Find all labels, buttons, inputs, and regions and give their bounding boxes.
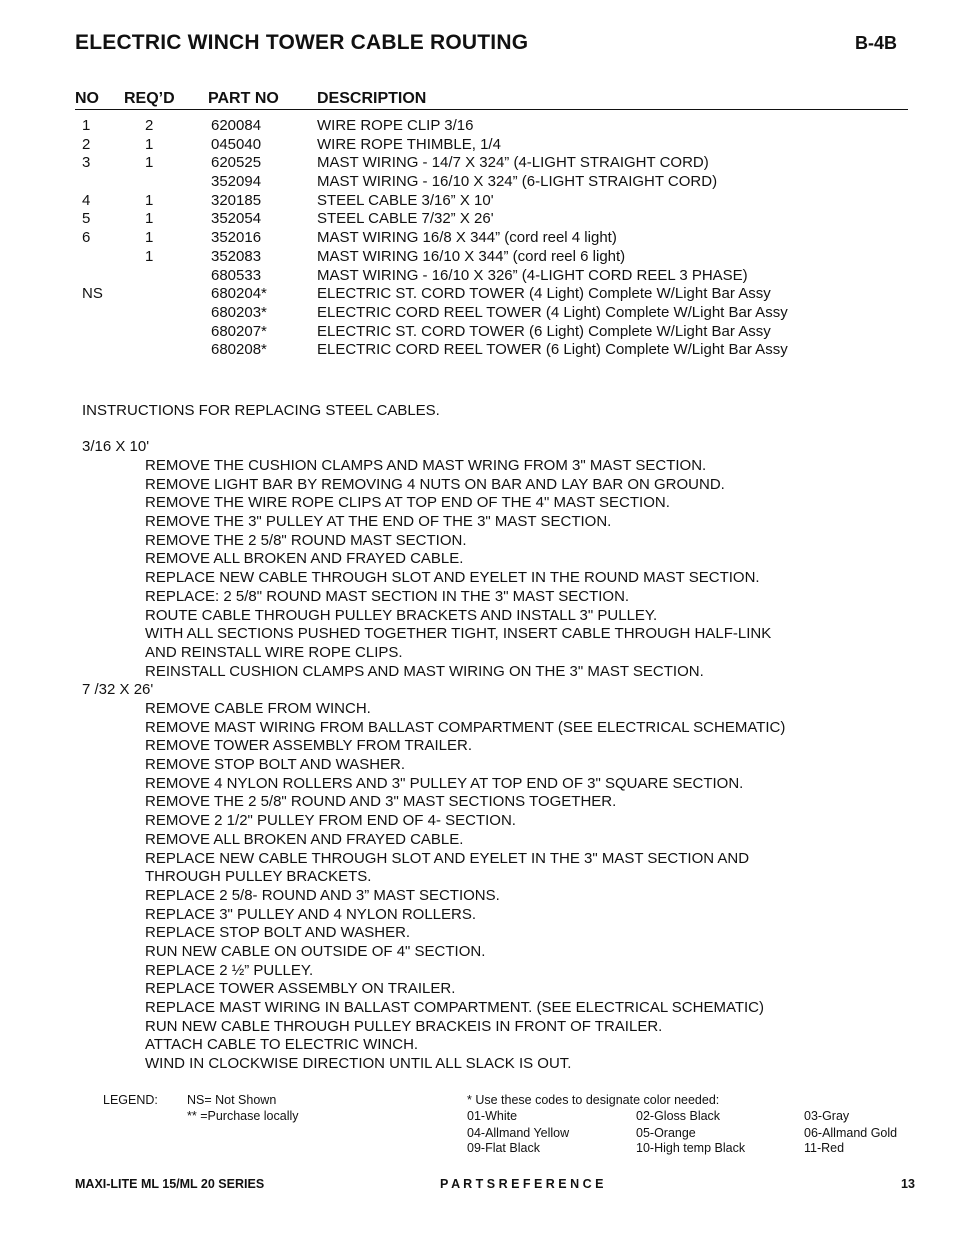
footer-page-number: 13 — [901, 1177, 915, 1191]
color-code: 09-Flat Black — [467, 1141, 540, 1155]
cell-reqd: 1 — [145, 154, 154, 172]
parts-table-body — [0, 117, 954, 360]
col-header-no: NO — [75, 90, 99, 107]
cell-part-no: 620525 — [211, 154, 262, 172]
instruction-step: THROUGH PULLEY BRACKETS. — [145, 868, 372, 886]
cell-description: WIRE ROPE CLIP 3/16 — [317, 117, 474, 134]
instructions-intro: INSTRUCTIONS FOR REPLACING STEEL CABLES. — [82, 402, 440, 419]
instruction-step: REMOVE THE CUSHION CLAMPS AND MAST WRING FROM 3" MAST SECTION. — [145, 457, 707, 474]
cell-description: MAST WIRING 16/10 X 344” (cord reel 6 light) — [317, 247, 626, 265]
legend-purchase: ** =Purchase locally — [187, 1109, 299, 1123]
cell-reqd: 1 — [145, 229, 154, 247]
page-title: ELECTRIC WINCH TOWER CABLE ROUTING — [75, 31, 529, 54]
instruction-step: REMOVE ALL BROKEN AND FRAYED CABLE. — [145, 830, 464, 848]
table-row — [0, 229, 954, 248]
page-code: B-4B — [855, 33, 898, 53]
instruction-step: AND REINSTALL WIRE ROPE CLIPS. — [145, 643, 403, 661]
cell-part-no: 680207* — [211, 322, 267, 340]
table-row — [0, 210, 954, 229]
instruction-step: REMOVE THE WIRE ROPE CLIPS AT TOP END OF THE 4" MAST SECTION. — [145, 494, 670, 512]
cell-description: ELECTRIC CORD REEL TOWER (6 Light) Complete W/Light Bar Assy — [317, 341, 788, 359]
instruction-step: RUN NEW CABLE ON OUTSIDE OF 4" SECTION. — [145, 942, 486, 960]
table-row — [0, 341, 954, 360]
legend-ns: NS= Not Shown — [187, 1093, 277, 1107]
cell-part-no: 352094 — [211, 173, 262, 191]
color-code: 11-Red — [804, 1141, 845, 1155]
table-row — [0, 323, 954, 342]
cell-part-no: 620084 — [211, 117, 262, 134]
instruction-step: REMOVE STOP BOLT AND WASHER. — [145, 756, 406, 774]
col-header-part-no: PART NO — [208, 90, 279, 107]
color-code-note: * Use these codes to designate color needed: — [467, 1093, 720, 1107]
instruction-step: REINSTALL CUSHION CLAMPS AND MAST WIRING ON THE 3" MAST SECTION. — [145, 662, 704, 680]
col-header-reqd: REQ’D — [124, 90, 175, 107]
instruction-step: REMOVE TOWER ASSEMBLY FROM TRAILER. — [145, 737, 473, 755]
section-label-3-16: 3/16 X 10' — [82, 438, 150, 455]
cell-reqd: 1 — [145, 191, 154, 209]
table-row — [0, 173, 954, 192]
cell-no: 4 — [82, 191, 91, 209]
cell-description: WIRE ROPE THIMBLE, 1/4 — [317, 135, 501, 153]
cell-part-no: 352054 — [211, 210, 262, 228]
cell-part-no: 045040 — [211, 135, 262, 153]
instruction-step: REMOVE CABLE FROM WINCH. — [145, 700, 371, 717]
cell-part-no: 680203* — [211, 303, 267, 321]
footer-section: P A R T S R E F E R E N C E — [440, 1177, 604, 1191]
cell-part-no: 352016 — [211, 229, 262, 247]
instruction-step: REPLACE NEW CABLE THROUGH SLOT AND EYELET IN THE 3" MAST SECTION AND — [145, 849, 750, 867]
cell-reqd: 1 — [145, 247, 154, 265]
instruction-step: RUN NEW CABLE THROUGH PULLEY BRACKEIS IN FRONT OF TRAILER. — [145, 1017, 663, 1035]
cell-no: 1 — [82, 117, 91, 134]
header-divider — [75, 109, 908, 110]
instruction-step: REMOVE THE 3" PULLEY AT THE END OF THE 3" MAST SECTION. — [145, 513, 612, 531]
parts-table-header — [0, 90, 954, 110]
steps-7-32 — [145, 700, 785, 1074]
cell-no: 3 — [82, 154, 91, 172]
cell-description: ELECTRIC ST. CORD TOWER (4 Light) Complete W/Light Bar Assy — [317, 285, 771, 303]
cell-description: ELECTRIC ST. CORD TOWER (6 Light) Complete W/Light Bar Assy — [317, 322, 771, 340]
instruction-step: REPLACE MAST WIRING IN BALLAST COMPARTMENT. (SEE ELECTRICAL SCHEMATIC) — [145, 999, 764, 1016]
cell-part-no: 680533 — [211, 266, 262, 284]
instruction-step: REMOVE 4 NYLON ROLLERS AND 3" PULLEY AT TOP END OF 3" SQUARE SECTION. — [145, 774, 744, 792]
instruction-step: REPLACE 3" PULLEY AND 4 NYLON ROLLERS. — [145, 905, 477, 923]
instruction-step: REPLACE STOP BOLT AND WASHER. — [145, 924, 411, 942]
instruction-step: ROUTE CABLE THROUGH PULLEY BRACKETS AND INSTALL 3" PULLEY. — [145, 606, 658, 624]
cell-description: MAST WIRING - 16/10 X 326” (4-LIGHT CORD REEL 3 PHASE) — [317, 266, 748, 284]
cell-reqd: 2 — [145, 117, 154, 134]
color-code: 06-Allmand Gold — [804, 1126, 898, 1140]
instruction-step: REPLACE NEW CABLE THROUGH SLOT AND EYELET IN THE ROUND MAST SECTION. — [145, 569, 760, 587]
instruction-step: REMOVE MAST WIRING FROM BALLAST COMPARTMENT (SEE ELECTRICAL SCHEMATIC) — [145, 718, 786, 736]
cell-no: 5 — [82, 210, 91, 228]
steps-3-16 — [145, 457, 771, 681]
cell-reqd: 1 — [145, 135, 154, 153]
color-code: 02-Gloss Black — [636, 1109, 721, 1123]
table-row — [0, 267, 954, 286]
cell-part-no: 320185 — [211, 191, 262, 209]
cell-description: MAST WIRING - 16/10 X 324” (6-LIGHT STRAIGHT CORD) — [317, 173, 718, 191]
instruction-step: WITH ALL SECTIONS PUSHED TOGETHER TIGHT, INSERT CABLE THROUGH HALF-LINK — [145, 625, 772, 643]
col-header-description: DESCRIPTION — [317, 90, 427, 107]
cell-no: NS — [82, 285, 103, 303]
instruction-step: REMOVE THE 2 5/8" ROUND AND 3" MAST SECTIONS TOGETHER. — [145, 793, 617, 811]
cell-description: STEEL CABLE 3/16” X 10' — [317, 191, 494, 209]
cell-no: 2 — [82, 135, 91, 153]
cell-description: STEEL CABLE 7/32” X 26' — [317, 210, 494, 228]
cell-description: ELECTRIC CORD REEL TOWER (4 Light) Complete W/Light Bar Assy — [317, 303, 788, 321]
table-row — [0, 304, 954, 323]
legend-label: LEGEND: — [103, 1093, 158, 1107]
color-code: 05-Orange — [636, 1126, 696, 1140]
table-row — [0, 285, 954, 304]
color-code: 04-Allmand Yellow — [467, 1126, 570, 1140]
instruction-step: REMOVE LIGHT BAR BY REMOVING 4 NUTS ON BAR AND LAY BAR ON GROUND. — [145, 475, 725, 493]
cell-part-no: 352083 — [211, 247, 262, 265]
table-row — [0, 117, 954, 136]
cell-part-no: 680204* — [211, 285, 267, 303]
color-code: 10-High temp Black — [636, 1141, 746, 1155]
instruction-step: WIND IN CLOCKWISE DIRECTION UNTIL ALL SLACK IS OUT. — [145, 1055, 572, 1073]
instruction-step: REMOVE 2 1/2" PULLEY FROM END OF 4- SECTION. — [145, 812, 516, 830]
cell-description: MAST WIRING 16/8 X 344” (cord reel 4 light) — [317, 229, 617, 247]
instruction-step: REPLACE TOWER ASSEMBLY ON TRAILER. — [145, 980, 456, 998]
cell-description: MAST WIRING - 14/7 X 324” (4-LIGHT STRAIGHT CORD) — [317, 154, 709, 172]
instruction-step: REPLACE 2 5/8- ROUND AND 3” MAST SECTIONS. — [145, 886, 500, 904]
table-row — [0, 192, 954, 211]
table-row — [0, 136, 954, 155]
table-row — [0, 248, 954, 267]
table-row — [0, 154, 954, 173]
cell-part-no: 680208* — [211, 341, 267, 359]
instruction-step: ATTACH CABLE TO ELECTRIC WINCH. — [145, 1036, 419, 1054]
cell-reqd: 1 — [145, 210, 154, 228]
footer-series: MAXI-LITE ML 15/ML 20 SERIES — [75, 1177, 265, 1191]
cell-no: 6 — [82, 229, 91, 247]
color-code: 01-White — [467, 1109, 518, 1123]
instruction-step: REPLACE: 2 5/8" ROUND MAST SECTION IN THE 3" MAST SECTION. — [145, 587, 630, 605]
section-label-7-32: 7 /32 X 26' — [82, 681, 154, 698]
instruction-step: REMOVE THE 2 5/8" ROUND MAST SECTION. — [145, 531, 467, 549]
color-code: 03-Gray — [804, 1109, 850, 1123]
instruction-step: REMOVE ALL BROKEN AND FRAYED CABLE. — [145, 550, 464, 568]
instruction-step: REPLACE 2 ½” PULLEY. — [145, 961, 314, 979]
